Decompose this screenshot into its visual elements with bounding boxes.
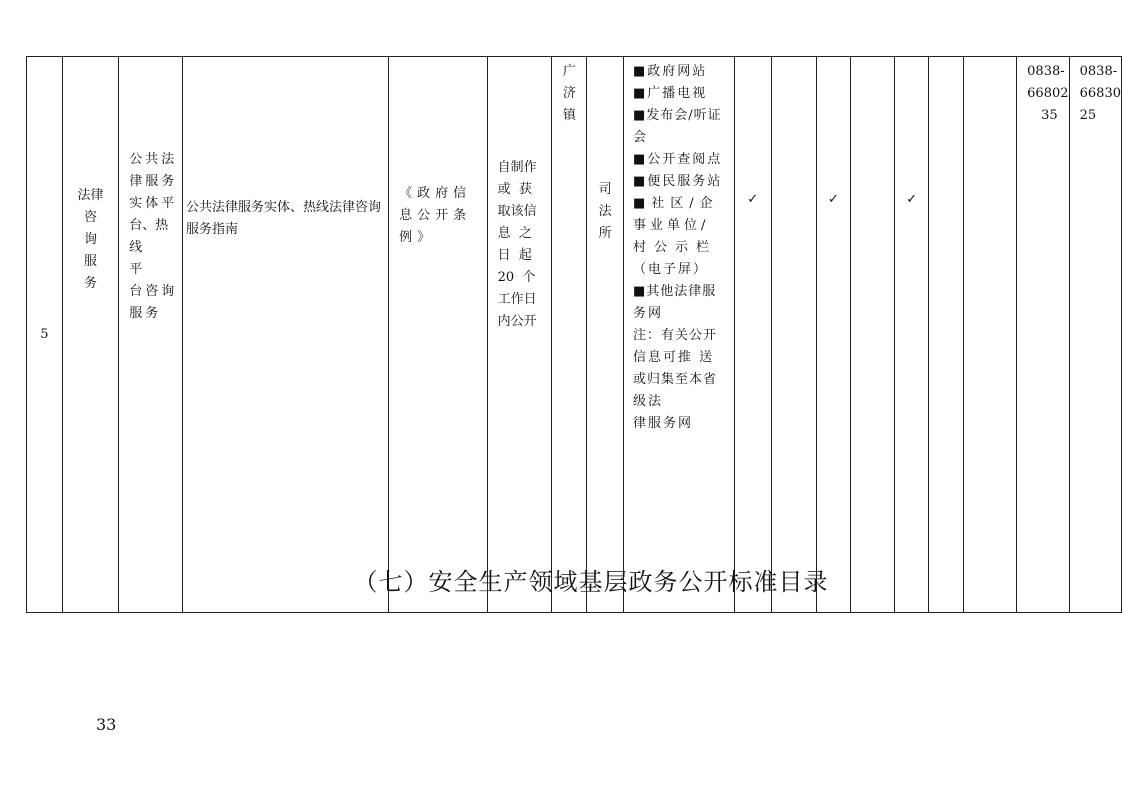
phone-line: 25 [1079, 108, 1097, 123]
channel-line: ■社区/企 [633, 196, 719, 211]
check-cell: ✓ [817, 57, 851, 613]
sub-item-line: 实体平 [129, 196, 178, 211]
channel-line: ■公开查阅点 [633, 152, 723, 167]
sub-item-cell [119, 57, 183, 613]
channels-cell [624, 57, 735, 613]
item-line: 服 [83, 254, 97, 269]
org-line: 镇 [562, 108, 576, 123]
catalog-table [26, 56, 1122, 613]
check-cell [771, 57, 817, 613]
sub-item-line: 台、热线 [129, 218, 169, 255]
item-line: 法律 [77, 188, 104, 203]
channel-line: 注：有关公开 [633, 328, 718, 343]
org-line: 济 [562, 86, 576, 101]
item-line: 务 [83, 276, 97, 291]
page-number: 33 [96, 715, 117, 734]
sub-item-line: 服务 [129, 306, 162, 321]
dept-line: 所 [598, 226, 612, 241]
channel-line: ■广播电视 [633, 86, 708, 101]
sub-item-line: 公共法 [129, 152, 178, 167]
org-line: 广 [562, 64, 576, 79]
item-line: 咨 [83, 210, 97, 225]
channel-line: 级法 [633, 394, 664, 409]
timing-line: 20 个 [497, 270, 536, 285]
channel-line: ■发布会/听证 [633, 108, 722, 123]
check-cell [929, 57, 964, 613]
channel-line: 或归集至本省 [633, 372, 718, 387]
channel-line: 事业单位/ [633, 218, 710, 233]
org-cell [552, 57, 587, 613]
timing-line: 日 起 [497, 248, 532, 263]
sub-item-line: 台咨询 [129, 284, 178, 299]
timing-line: 息 之 [497, 226, 532, 241]
timing-line: 取该信 [497, 204, 537, 219]
dept-cell [587, 57, 624, 613]
section-heading: （七）安全生产领域基层政务公开标准目录 [353, 568, 829, 596]
phone-cell-1 [1017, 57, 1069, 613]
phone-line: 0838- [1079, 64, 1118, 79]
channel-line: 村公示栏 [633, 240, 718, 255]
phone-line: 0838- [1027, 64, 1065, 79]
channel-line: ■其他法律服 [633, 284, 717, 299]
channel-line: （电子屏） [633, 262, 709, 277]
timing-cell [487, 57, 552, 613]
channel-line: 会 [633, 130, 649, 145]
check-cell [850, 57, 895, 613]
timing-line: 内公开 [497, 314, 537, 329]
dept-line: 司 [598, 182, 612, 197]
channel-line: 务网 [633, 306, 664, 321]
table-row [27, 57, 1122, 613]
sub-item-line: 平 [129, 262, 146, 277]
phone-line: 66830 [1079, 86, 1121, 101]
channel-line: 信息可推 送 [633, 350, 715, 365]
item-cell [62, 57, 119, 613]
phone-line: 35 [1041, 108, 1058, 123]
phone-cell-2 [1069, 57, 1121, 613]
row-index: 5 [27, 57, 63, 613]
content-cell: 公共法律服务实体、热线法律咨询服务指南 [182, 57, 388, 613]
channel-line: 律服务网 [633, 416, 694, 431]
dept-line: 法 [598, 204, 612, 219]
basis-cell: 《政府信息公开条例》 [389, 57, 487, 613]
item-line: 询 [83, 232, 97, 247]
channel-line: ■便民服务站 [633, 174, 723, 189]
timing-line: 或 获 [497, 182, 532, 197]
timing-line: 工作日 [497, 292, 537, 307]
channel-line: ■政府网站 [633, 64, 708, 79]
phone-line: 66802 [1027, 86, 1069, 101]
check-cell: ✓ [734, 57, 771, 613]
sub-item-line: 律服务 [129, 174, 178, 189]
check-cell [963, 57, 1016, 613]
check-cell: ✓ [895, 57, 929, 613]
timing-line: 自制作 [497, 160, 537, 175]
